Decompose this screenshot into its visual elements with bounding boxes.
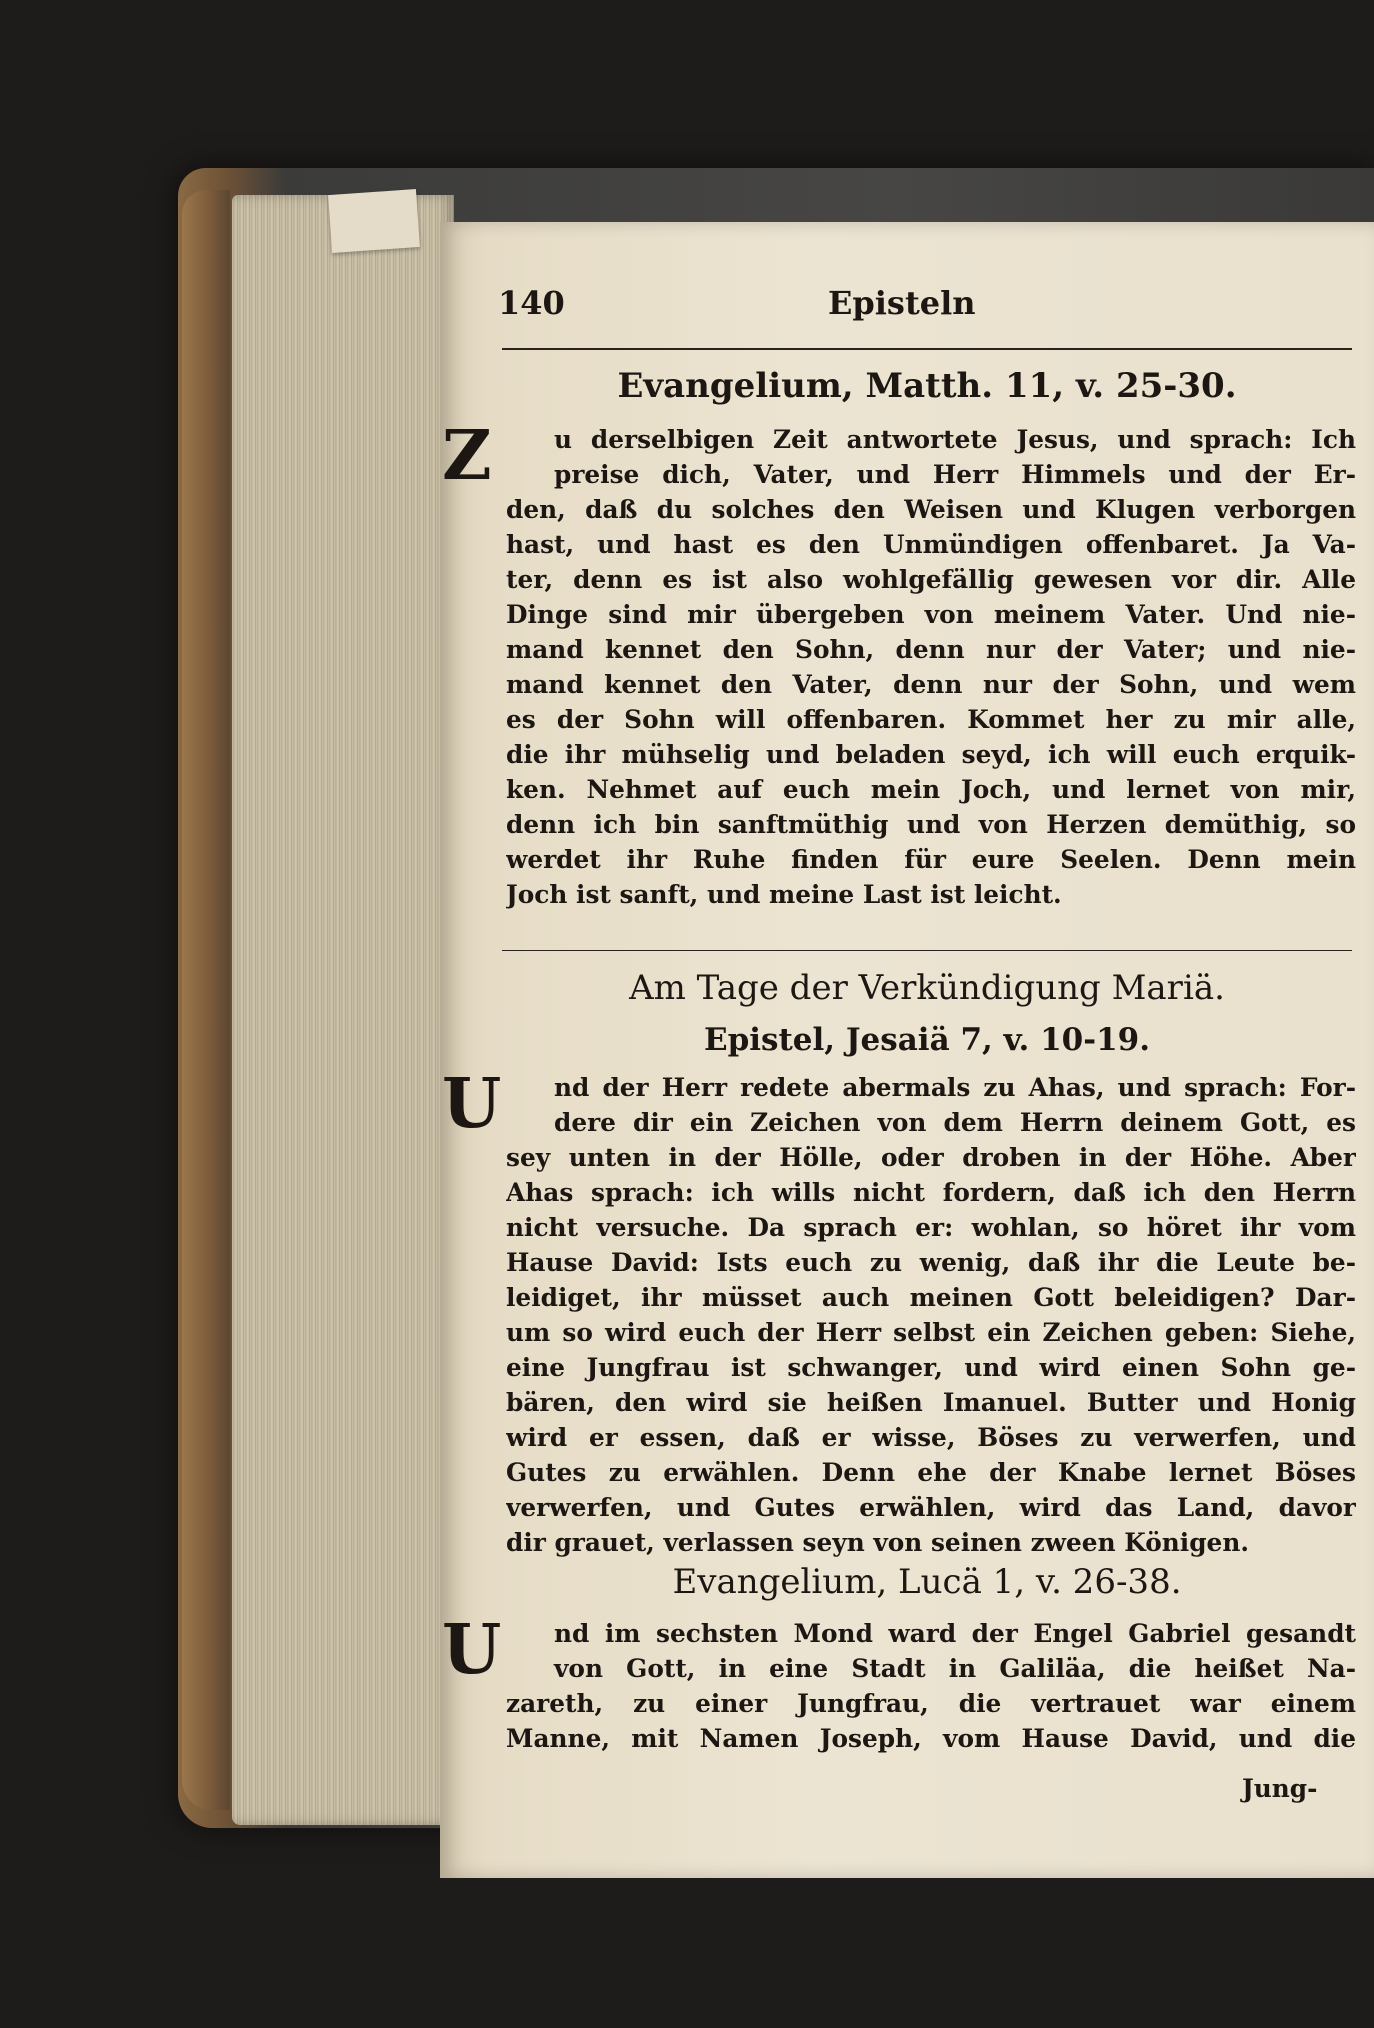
text-line: dir grauet, verlassen seyn von seinen zween Königen. <box>506 1528 1249 1557</box>
page-edges <box>232 195 454 1825</box>
paragraph-luke <box>506 1616 1356 1756</box>
text-line: zareth, zu einer Jungfrau, die vertrauet war einem <box>506 1689 1356 1718</box>
text-line: um so wird euch der Herr selbst ein Zeichen geben: Siehe, <box>506 1318 1356 1347</box>
text-line: verwerfen, und Gutes erwählen, wird das Land, davor <box>506 1493 1356 1522</box>
text-line: dere dir ein Zeichen von dem Herrn deinem Gott, es <box>554 1108 1356 1137</box>
section-divider <box>502 950 1352 951</box>
text-line: mand kennet den Sohn, denn nur der Vater; und nie- <box>506 635 1356 664</box>
text-line: von Gott, in eine Stadt in Galiläa, die heißet Na- <box>554 1654 1356 1683</box>
text-line: ter, denn es ist also wohlgefällig gewesen vor dir. Alle <box>506 565 1356 594</box>
text-line: u derselbigen Zeit antwortete Jesus, und sprach: Ich <box>554 425 1356 454</box>
dropcap: U <box>442 1064 502 1144</box>
paragraph-matthew <box>506 422 1356 912</box>
section-heading-epistle-isaiah: Epistel, Jesaiä 7, v. 10-19. <box>703 1022 1151 1058</box>
text-line: die ihr mühselig und beladen seyd, ich will euch erquik- <box>506 740 1356 769</box>
text-line: nicht versuche. Da sprach er: wohlan, so höret ihr vom <box>506 1213 1356 1242</box>
text-line: sey unten in der Hölle, oder droben in der Höhe. Aber <box>506 1143 1356 1172</box>
running-head: Episteln <box>828 284 976 322</box>
text-line: den, daß du solches den Weisen und Klugen verborgen <box>506 495 1356 524</box>
section-heading-gospel-luke: Evangelium, Lucä 1, v. 26-38. <box>672 1562 1182 1602</box>
text-line: Joch ist sanft, und meine Last ist leicht. <box>506 880 1062 909</box>
feast-heading: Am Tage der Verkündigung Mariä. <box>629 968 1225 1008</box>
text-line: nd der Herr redete abermals zu Ahas, und sprach: For- <box>554 1073 1356 1102</box>
text-line: leidiget, ihr müsset auch meinen Gott beleidigen? Dar- <box>506 1283 1356 1312</box>
header-rule <box>502 348 1352 350</box>
text-line: hast, und hast es den Unmündigen offenbaret. Ja Va- <box>506 530 1356 559</box>
page-header <box>498 284 1336 324</box>
book-page <box>440 222 1374 1878</box>
text-line: wird er essen, daß er wisse, Böses zu verwerfen, und <box>506 1423 1356 1452</box>
text-line: nd im sechsten Mond ward der Engel Gabriel gesandt <box>554 1619 1356 1648</box>
text-line: eine Jungfrau ist schwanger, und wird einen Sohn ge- <box>506 1353 1356 1382</box>
text-line: Ahas sprach: ich wills nicht fordern, daß ich den Herrn <box>506 1178 1356 1207</box>
text-line: mand kennet den Vater, denn nur der Sohn, und wem <box>506 670 1356 699</box>
text-line: bären, den wird sie heißen Imanuel. Butter und Honig <box>506 1388 1356 1417</box>
text-line: Hause David: Ists euch zu wenig, daß ihr die Leute be- <box>506 1248 1356 1277</box>
dropcap: Z <box>442 416 492 496</box>
text-line: ken. Nehmet auf euch mein Joch, und lernet von mir, <box>506 775 1356 804</box>
text-line: Gutes zu erwählen. Denn ehe der Knabe lernet Böses <box>506 1458 1356 1487</box>
text-line: werdet ihr Ruhe finden für eure Seelen. Denn mein <box>506 845 1356 874</box>
page-number: 140 <box>498 284 565 322</box>
dropcap: U <box>442 1610 502 1690</box>
text-line: es der Sohn will offenbaren. Kommet her zu mir alle, <box>506 705 1356 734</box>
catchword: Jung- <box>1242 1774 1318 1803</box>
torn-page-corner <box>328 189 420 253</box>
paragraph-isaiah <box>506 1070 1356 1560</box>
text-line: denn ich bin sanftmüthig und von Herzen demüthig, so <box>506 810 1356 839</box>
section-heading-gospel-matthew: Evangelium, Matth. 11, v. 25-30. <box>617 366 1237 406</box>
text-line: Dinge sind mir übergeben von meinem Vater. Und nie- <box>506 600 1356 629</box>
text-line: Manne, mit Namen Joseph, vom Hause David, und die <box>506 1724 1356 1753</box>
text-line: preise dich, Vater, und Herr Himmels und der Er- <box>554 460 1356 489</box>
book-spine <box>182 190 230 1810</box>
